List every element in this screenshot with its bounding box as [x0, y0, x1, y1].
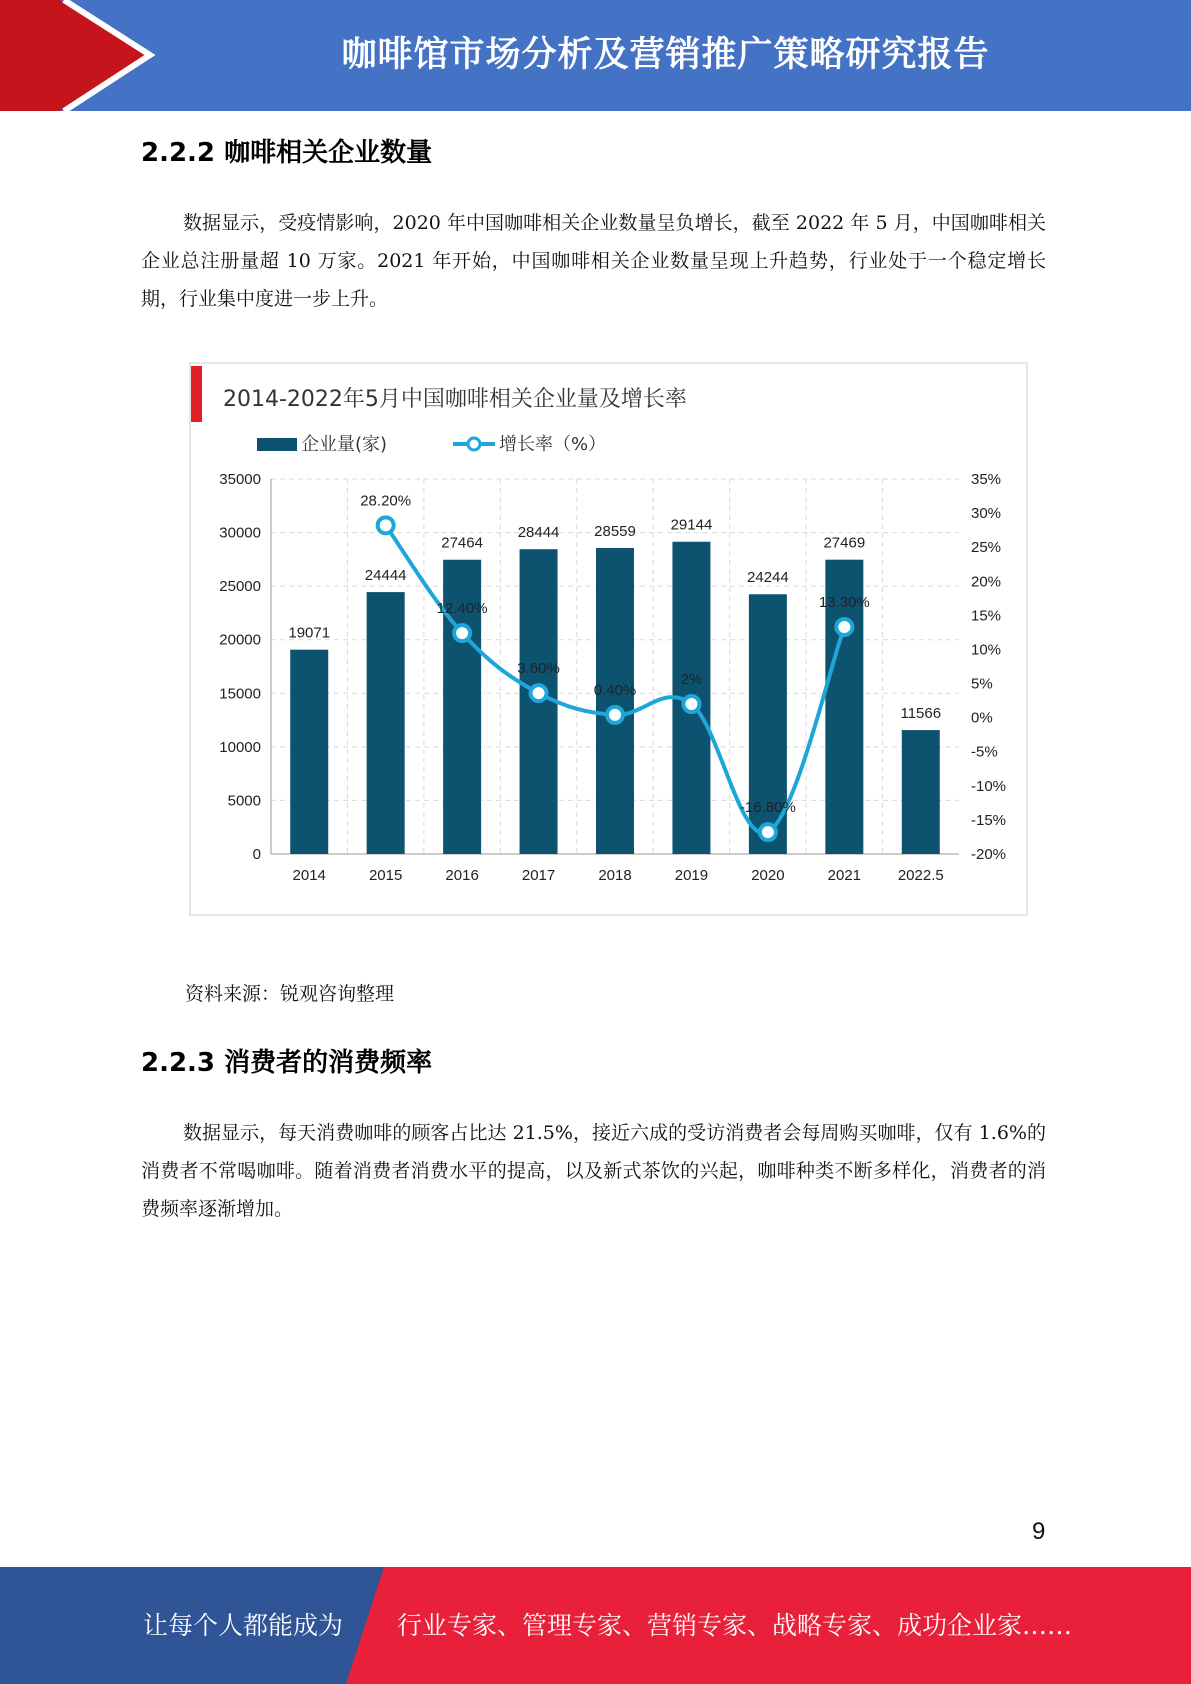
bar-data-label: 24444 — [364, 567, 407, 585]
y-tick-label: 15000 — [219, 685, 261, 703]
legend-line-marker — [468, 438, 480, 450]
bar-data-label: 27469 — [823, 534, 866, 552]
growth-point — [836, 619, 852, 635]
growth-point — [607, 707, 623, 723]
section-paragraph-enterprise-count: 数据显示，受疫情影响，2020 年中国咖啡相关企业数量呈负增长，截至 2022 年 5 月，中国咖啡相关企业总注册量超 10 万家。2021 年开始，中国咖啡相关企业数量呈现上升趋势，行业处于一个稳定增长期，行业集中度进一步上升。 — [141, 212, 1046, 310]
section-heading-consumption-frequency: 2.2.3 消费者的消费频率 — [141, 1048, 433, 1078]
growth-data-label: 0.40% — [593, 681, 637, 699]
x-tick-label: 2018 — [598, 867, 632, 884]
x-tick-label: 2019 — [674, 867, 709, 884]
x-tick-label: 2015 — [368, 867, 403, 884]
x-tick-label: 2020 — [751, 867, 785, 884]
page-header — [0, 0, 1191, 111]
growth-point — [454, 625, 470, 641]
y2-tick-label: 25% — [971, 539, 1002, 557]
y2-tick-label: -5% — [971, 743, 998, 761]
y2-tick-label: 0% — [971, 709, 993, 727]
header-red-arrow — [0, 0, 145, 111]
growth-point — [760, 824, 776, 840]
report-title: 咖啡馆市场分析及营销推广策略研究报告 — [341, 35, 990, 75]
legend-line-label: 增长率（%） — [499, 434, 607, 455]
y2-tick-label: 30% — [971, 505, 1002, 523]
bar-data-label: 28444 — [517, 524, 560, 542]
y-tick-label: 25000 — [219, 578, 261, 596]
y-tick-label: 35000 — [219, 471, 261, 488]
page-footer — [0, 1567, 1191, 1684]
bar — [367, 592, 405, 854]
y2-tick-label: 10% — [971, 641, 1002, 659]
bar-data-label: 29144 — [670, 516, 713, 534]
x-tick-label: 2017 — [521, 867, 556, 884]
chart-title-accent — [191, 366, 202, 422]
x-tick-label: 2021 — [827, 867, 862, 884]
bar-data-label: 24244 — [747, 569, 789, 587]
bar-data-label: 11566 — [900, 705, 942, 723]
y-tick-label: 20000 — [219, 631, 261, 649]
y-tick-label: 5000 — [227, 792, 261, 810]
section-heading-enterprise-count: 2.2.2 咖啡相关企业数量 — [141, 138, 433, 168]
chart-canvas — [191, 364, 1030, 918]
footer-slogan-right: 行业专家、管理专家、营销专家、战略专家、成功企业家…… — [397, 1611, 1073, 1640]
footer-slogan-left: 让每个人都能成为 — [143, 1611, 344, 1640]
bar — [596, 548, 634, 854]
y-tick-label: 30000 — [219, 524, 261, 542]
growth-data-label: 2% — [680, 671, 703, 688]
y-tick-label: 10000 — [219, 738, 261, 756]
page-number: 9 — [1032, 1518, 1046, 1545]
x-tick-label: 2014 — [292, 867, 326, 884]
growth-point — [683, 696, 699, 712]
y2-tick-label: 20% — [971, 573, 1002, 591]
legend-bar-swatch — [257, 438, 297, 451]
y2-tick-label: -20% — [971, 846, 1007, 863]
chart-title: 2014-2022年5月中国咖啡相关企业量及增长率 — [223, 387, 687, 412]
growth-data-label: 12.40% — [436, 600, 488, 618]
bar-data-label: 28559 — [594, 523, 636, 541]
y2-tick-label: -10% — [971, 777, 1007, 795]
y2-tick-label: 35% — [971, 471, 1002, 488]
bar-data-label: 27464 — [441, 534, 483, 552]
y2-tick-label: -15% — [971, 811, 1007, 829]
chart-source: 资料来源：锐观咨询整理 — [185, 983, 395, 1005]
x-tick-label: 2016 — [445, 867, 479, 884]
bar — [902, 730, 940, 854]
growth-data-label: 28.20% — [360, 492, 412, 510]
y-tick-label: 0 — [252, 846, 261, 863]
enterprise-count-chart — [189, 362, 1028, 916]
bar-data-label: 19071 — [288, 624, 331, 642]
growth-data-label: 3.60% — [517, 660, 560, 678]
bar — [290, 650, 328, 854]
growth-point — [378, 517, 394, 533]
growth-data-label: 13.30% — [818, 593, 870, 611]
growth-point — [531, 685, 547, 701]
y2-tick-label: 15% — [971, 607, 1002, 625]
growth-data-label: -16.80% — [739, 799, 796, 817]
x-tick-label: 2022.5 — [897, 867, 944, 884]
legend-bar-label: 企业量(家) — [301, 434, 388, 455]
y2-tick-label: 5% — [971, 675, 993, 693]
section-paragraph-consumption-frequency: 数据显示，每天消费咖啡的顾客占比达 21.5%，接近六成的受访消费者会每周购买咖啡，仅有 1.6%的消费者不常喝咖啡。随着消费者消费水平的提高，以及新式茶饮的兴起，咖啡种类不断多样化，消费者的消费频率逐渐增加。 — [141, 1122, 1046, 1220]
